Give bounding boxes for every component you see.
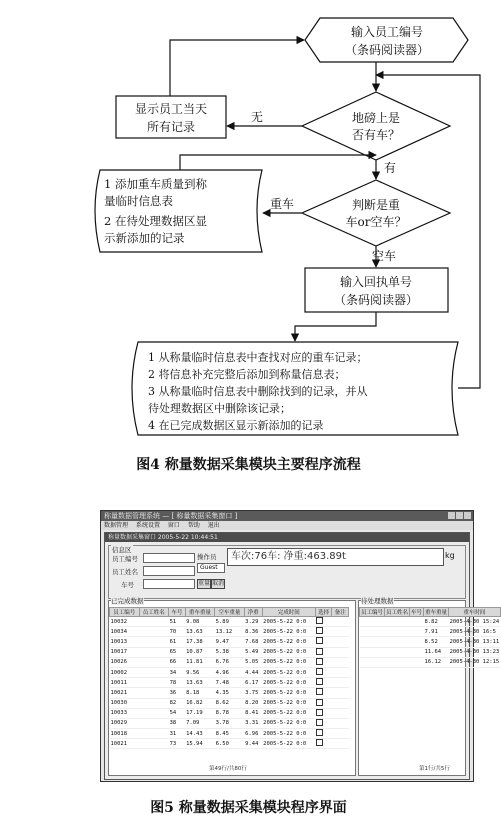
table-cell: 8.45	[215, 729, 245, 739]
checkbox-icon[interactable]	[316, 627, 323, 634]
checkbox-icon[interactable]	[316, 719, 323, 726]
table-cell: 10002	[110, 667, 140, 677]
pending-col-header[interactable]: 员工姓名	[385, 608, 410, 617]
checkbox-icon[interactable]	[316, 729, 323, 736]
table-cell: 9.47	[215, 637, 245, 647]
select-checkbox[interactable]	[315, 667, 332, 677]
table-cell: 54	[169, 708, 186, 718]
table-cell: 3.31	[244, 718, 262, 728]
app-title: 称量数据管理系统 — [ 称量数据采集窗口 ]	[104, 512, 238, 520]
table-cell: 10032	[110, 617, 140, 627]
checkbox-icon[interactable]	[316, 699, 323, 706]
app-window	[100, 510, 500, 782]
table-cell	[139, 718, 169, 728]
done-col-header[interactable]: 净重	[244, 608, 262, 617]
table-row[interactable]	[110, 667, 349, 677]
table-cell: 2005-5-22 0:0	[262, 657, 315, 667]
table-cell	[139, 617, 169, 627]
app-title-bar	[101, 511, 473, 521]
checkbox-icon[interactable]	[316, 709, 323, 716]
table-cell: 16.82	[185, 698, 215, 708]
label-no: 无	[250, 110, 264, 124]
menu-exit[interactable]: 退出	[207, 522, 220, 529]
table-cell: 11.81	[185, 657, 215, 667]
table-cell	[332, 627, 349, 637]
table-cell	[332, 647, 349, 657]
menu-data[interactable]: 数据管理	[104, 522, 129, 529]
scale-line2: 否有车？	[351, 128, 401, 142]
table-cell: 2005-5-22 0:0	[262, 729, 315, 739]
show-records-line1: 显示员工当天	[134, 102, 208, 116]
input-employee-line1: 输入员工编号	[350, 25, 424, 39]
label-empty: 空车	[371, 249, 397, 263]
table-cell: 6.17	[244, 678, 262, 688]
table-cell: 2005-5-22 0:0	[262, 708, 315, 718]
table-cell: 9.08	[185, 617, 215, 627]
table-cell: 5.38	[215, 647, 245, 657]
checkbox-icon[interactable]	[316, 688, 323, 695]
table-cell	[139, 637, 169, 647]
table-cell: 14.43	[185, 729, 215, 739]
select-checkbox[interactable]	[315, 637, 332, 647]
close-button[interactable]	[464, 512, 471, 519]
table-row[interactable]	[110, 637, 349, 647]
table-row[interactable]	[110, 729, 349, 739]
menu-help[interactable]: 帮助	[187, 522, 200, 529]
add-heavy-line1: 1 添加重车质量到称	[104, 177, 207, 191]
table-cell: 7.48	[215, 678, 245, 688]
table-cell: 3.75	[244, 688, 262, 698]
table-cell: 66	[169, 657, 186, 667]
menu-window[interactable]: 窗口	[167, 522, 180, 529]
pending-col-header[interactable]: 重车重量	[424, 608, 449, 617]
weight-display: 车次:76车: 净重:463.89t	[227, 548, 444, 566]
table-cell: 4.44	[244, 667, 262, 677]
table-cell: 2005-5-22 0:0	[262, 678, 315, 688]
checkbox-icon[interactable]	[316, 648, 323, 655]
pending-col-header[interactable]: 车号	[410, 608, 424, 617]
done-col-header[interactable]: 空车重量	[215, 608, 245, 617]
table-cell	[332, 678, 349, 688]
table-cell: 61	[169, 637, 186, 647]
table-cell: 2005-5-22 0:0	[262, 667, 315, 677]
table-cell	[139, 667, 169, 677]
table-cell: 8.78	[215, 708, 245, 718]
table-cell	[332, 729, 349, 739]
table-row[interactable]	[360, 647, 501, 657]
table-cell: 2005-5-22 0:0	[262, 739, 315, 749]
add-heavy-line3: 2 在待处理数据区显	[104, 214, 207, 228]
select-checkbox[interactable]	[315, 729, 332, 739]
checkbox-icon[interactable]	[316, 637, 323, 644]
table-cell: 5.49	[244, 647, 262, 657]
table-cell	[139, 657, 169, 667]
pending-footer: 第1行/共5行	[419, 766, 450, 772]
select-checkbox[interactable]	[315, 657, 332, 667]
table-cell: 9.44	[244, 739, 262, 749]
minimize-button[interactable]	[448, 512, 455, 519]
done-col-header[interactable]: 备注	[332, 608, 349, 617]
table-row[interactable]	[360, 657, 501, 667]
table-cell: 10017	[110, 647, 140, 657]
table-cell	[332, 617, 349, 627]
table-cell: 8.62	[215, 698, 245, 708]
plate-input[interactable]	[143, 579, 195, 589]
show-records-line2: 所有记录	[146, 120, 196, 134]
done-col-header[interactable]: 选择	[315, 608, 332, 617]
table-cell: 2005-5-22 0:0	[262, 718, 315, 728]
table-cell	[360, 647, 385, 657]
emp-no-label: 员工编号	[112, 555, 138, 563]
table-cell	[139, 739, 169, 749]
table-cell	[139, 698, 169, 708]
pending-col-header[interactable]: 重车时间	[449, 608, 501, 617]
pending-data-grid[interactable]	[358, 600, 500, 776]
info-group	[108, 545, 466, 599]
table-cell: 10033	[110, 708, 140, 718]
select-checkbox[interactable]	[315, 688, 332, 698]
done-footer: 第49行/共80行	[209, 766, 247, 772]
table-row[interactable]	[110, 627, 349, 637]
collection-title: 称量数据采集窗口 2005-5-22 10:44:51	[105, 533, 469, 542]
done-col-header[interactable]: 重车重量	[185, 608, 215, 617]
table-cell: 6.76	[215, 657, 245, 667]
table-cell	[385, 657, 410, 667]
checkbox-icon[interactable]	[316, 739, 323, 746]
input-receipt-line1: 输入回执单号	[339, 275, 413, 289]
judge-line2: 车or空车？	[345, 215, 407, 229]
table-cell: 36	[169, 688, 186, 698]
table-cell: 82	[169, 698, 186, 708]
table-cell: 31	[169, 729, 186, 739]
table-cell: 73	[169, 739, 186, 749]
table-row[interactable]	[110, 698, 349, 708]
table-cell: 2005-5-22 0:0	[262, 617, 315, 627]
table-cell	[332, 688, 349, 698]
plate-label: 车号	[121, 581, 134, 589]
table-cell: 10026	[110, 657, 140, 667]
table-cell: 13.12	[215, 627, 245, 637]
select-checkbox[interactable]	[315, 617, 332, 627]
checkbox-icon[interactable]	[316, 678, 323, 685]
table-cell	[360, 617, 385, 627]
table-cell: 10018	[110, 729, 140, 739]
table-row[interactable]	[360, 627, 501, 637]
pending-table	[359, 607, 501, 668]
info-group-title: 信息区	[112, 546, 132, 554]
table-cell	[360, 627, 385, 637]
table-cell	[332, 657, 349, 667]
table-cell: 11.64	[424, 647, 449, 657]
table-cell: 10.87	[185, 647, 215, 657]
menu-bar	[101, 521, 473, 530]
table-row[interactable]	[110, 718, 349, 728]
done-col-header[interactable]: 员工编号	[110, 608, 140, 617]
table-cell: 10021	[110, 688, 140, 698]
table-cell	[410, 627, 424, 637]
done-data-grid[interactable]	[108, 600, 356, 776]
select-checkbox[interactable]	[315, 739, 332, 749]
table-cell	[139, 627, 169, 637]
table-cell: 2005-5-22 0:0	[262, 698, 315, 708]
table-cell: 8.36	[244, 627, 262, 637]
table-cell: 38	[169, 718, 186, 728]
done-col-header[interactable]: 员工姓名	[139, 608, 169, 617]
table-cell: 2005-4-30 12:15	[449, 657, 501, 667]
label-heavy: 重车	[269, 197, 295, 211]
table-cell: 17.19	[185, 708, 215, 718]
table-cell	[332, 739, 349, 749]
input-employee-line2: （条码阅读器）	[344, 43, 430, 57]
table-cell	[410, 657, 424, 667]
label-yes: 有	[383, 161, 397, 175]
table-cell: 6.50	[215, 739, 245, 749]
figure-5-caption: 图5 称量数据采集模块程序界面	[150, 800, 347, 816]
process-line4: 待处理数据区中删除该记录；	[148, 402, 291, 415]
table-cell: 4.96	[215, 667, 245, 677]
table-cell	[360, 657, 385, 667]
table-cell: 8.82	[424, 617, 449, 627]
table-cell: 10021	[110, 739, 140, 749]
add-heavy-line4: 示新添加的记录	[104, 231, 185, 245]
table-row[interactable]	[110, 678, 349, 688]
table-cell: 13.63	[185, 627, 215, 637]
scale-line1: 地磅上是	[351, 111, 401, 125]
table-cell: 10013	[110, 637, 140, 647]
select-checkbox[interactable]	[315, 627, 332, 637]
pending-col-header[interactable]: 员工编号	[360, 608, 385, 617]
operator-label: 操作员	[197, 553, 217, 561]
table-cell: 2005-5-22 0:0	[262, 637, 315, 647]
menu-settings[interactable]: 系统设置	[135, 522, 160, 529]
table-cell: 4.35	[215, 688, 245, 698]
table-cell: 5.05	[244, 657, 262, 667]
table-cell: 10011	[110, 678, 140, 688]
table-row[interactable]	[110, 708, 349, 718]
input-receipt-line2: （条码阅读器）	[333, 293, 419, 307]
done-group-title: 已完成数据	[111, 597, 144, 605]
table-cell: 2005-5-22 0:0	[262, 627, 315, 637]
judge-line1: 判断是重	[351, 198, 401, 212]
table-cell: 65	[169, 647, 186, 657]
emp-no-input[interactable]	[143, 553, 195, 563]
table-cell	[332, 708, 349, 718]
table-cell	[332, 718, 349, 728]
judge-diamond	[302, 180, 450, 246]
table-row[interactable]	[110, 688, 349, 698]
table-cell	[139, 729, 169, 739]
table-row[interactable]	[110, 617, 349, 627]
table-row[interactable]	[110, 657, 349, 667]
checkbox-icon[interactable]	[316, 668, 323, 675]
table-cell	[385, 627, 410, 637]
table-cell: 7.91	[424, 627, 449, 637]
table-cell	[360, 637, 385, 647]
table-cell: 7.68	[244, 637, 262, 647]
table-row[interactable]	[110, 739, 349, 749]
table-cell: 13.63	[185, 678, 215, 688]
table-cell: 2005-4-30 13:11	[449, 637, 501, 647]
table-cell	[139, 708, 169, 718]
table-cell: 2005-5-22 0:0	[262, 688, 315, 698]
checkbox-icon[interactable]	[316, 658, 323, 665]
figure-4-caption: 图4 称量数据采集模块主要程序流程	[136, 457, 361, 473]
table-cell: 16.12	[424, 657, 449, 667]
table-cell	[385, 647, 410, 657]
table-cell: 10030	[110, 698, 140, 708]
select-checkbox[interactable]	[315, 708, 332, 718]
table-cell	[139, 647, 169, 657]
table-cell	[139, 688, 169, 698]
collection-window	[104, 532, 500, 780]
table-cell: 34	[169, 667, 186, 677]
table-cell: 7.09	[185, 718, 215, 728]
select-checkbox[interactable]	[315, 718, 332, 728]
scale-diamond	[302, 92, 450, 160]
table-cell	[410, 637, 424, 647]
table-cell	[410, 617, 424, 627]
process-line1: 1 从称量临时信息表中查找对应的重车记录；	[148, 351, 368, 364]
cancel-button[interactable]: 取消	[212, 580, 225, 587]
table-row[interactable]	[110, 647, 349, 657]
table-cell	[332, 637, 349, 647]
table-cell: 6.96	[244, 729, 262, 739]
select-checkbox[interactable]	[315, 698, 332, 708]
table-cell: 8.52	[424, 637, 449, 647]
select-checkbox[interactable]	[315, 678, 332, 688]
table-cell: 15.94	[185, 739, 215, 749]
table-cell	[385, 617, 410, 627]
add-heavy-line2: 量临时信息表	[104, 194, 173, 208]
table-cell	[332, 698, 349, 708]
emp-name-input[interactable]	[143, 566, 195, 576]
table-cell: 2005-5-22 0:0	[262, 647, 315, 657]
pending-group-title: 待处理数据	[361, 597, 394, 605]
unit-label: kg	[445, 551, 455, 560]
table-cell	[332, 667, 349, 677]
table-cell: 5.89	[215, 617, 245, 627]
checkbox-icon[interactable]	[316, 617, 323, 624]
process-line5: 4 在已完成数据区显示新添加的记录	[148, 419, 324, 432]
done-col-header[interactable]: 完成时间	[262, 608, 315, 617]
table-cell: 2005-4-30 15:24	[449, 617, 501, 627]
emp-name-label: 员工姓名	[112, 568, 138, 576]
table-cell: 2005-4-30 13:23	[449, 647, 501, 657]
table-cell: 2005-4-30 16:5	[449, 627, 501, 637]
table-cell: 17.38	[185, 637, 215, 647]
table-row[interactable]	[360, 617, 501, 627]
select-checkbox[interactable]	[315, 647, 332, 657]
table-cell: 3.29	[244, 617, 262, 627]
table-cell	[139, 678, 169, 688]
table-cell: 70	[169, 627, 186, 637]
table-cell: 78	[169, 678, 186, 688]
done-table	[109, 607, 349, 749]
process-line2: 2 将信息补充完整后添加到称量信息表；	[148, 368, 346, 381]
done-col-header[interactable]: 车号	[169, 608, 186, 617]
process-line3: 3 从称量临时信息表中删除找到的记录，并从	[148, 385, 368, 398]
operator-field: Guest	[197, 563, 225, 573]
table-cell: 8.41	[244, 708, 262, 718]
table-cell: 9.56	[185, 667, 215, 677]
table-cell: 3.78	[215, 718, 245, 728]
table-cell: 8.18	[185, 688, 215, 698]
table-cell: 10029	[110, 718, 140, 728]
maximize-button[interactable]	[456, 512, 463, 519]
weigh-button[interactable]: 重量	[198, 580, 211, 587]
table-row[interactable]	[360, 637, 501, 647]
table-cell: 8.20	[244, 698, 262, 708]
table-cell	[410, 647, 424, 657]
table-cell: 10034	[110, 627, 140, 637]
table-cell: 51	[169, 617, 186, 627]
table-cell	[385, 637, 410, 647]
